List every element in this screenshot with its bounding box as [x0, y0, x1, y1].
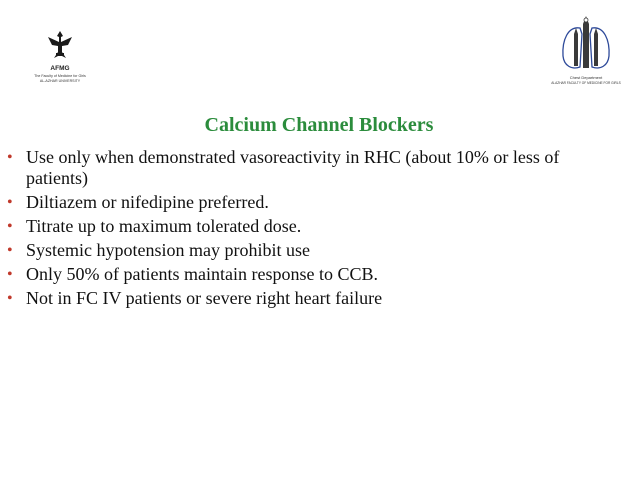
bullet-text: Use only when demonstrated vasoreactivity in RHC (about 10% or less of patients) — [26, 147, 560, 188]
afmg-logo — [20, 28, 100, 90]
chest-department-logo — [546, 14, 626, 90]
bullet-item — [6, 216, 606, 237]
faculty-caption: Al-AZHAR FACULTY OF MEDICINE FOR GIRLS — [551, 81, 621, 85]
bullet-item — [6, 147, 606, 189]
bullet-list — [6, 147, 606, 312]
chest-department-caption: Chest Department — [569, 75, 603, 80]
bullet-item — [6, 192, 606, 213]
bullet-text: Titrate up to maximum tolerated dose. — [26, 216, 302, 236]
bullet-dot-icon: • — [7, 242, 13, 259]
bullet-text: Diltiazem or nifedipine preferred. — [26, 192, 269, 212]
bullet-item — [6, 240, 606, 261]
bullet-dot-icon: • — [7, 149, 13, 166]
lungs-minaret-logo-icon — [546, 14, 626, 74]
afmg-faculty-line: The Faculty of Medicine for Girls — [34, 74, 86, 78]
bullet-item — [6, 264, 606, 285]
bullet-text: Not in FC IV patients or severe right heart failure — [26, 288, 383, 308]
afmg-university-line: AL-AZHAR UNIVERSITY — [39, 79, 81, 83]
slide-title: Calcium Channel Blockers — [204, 114, 434, 136]
bullet-item — [6, 288, 606, 309]
bullet-text: Systemic hypotension may prohibit use — [26, 240, 310, 260]
eagle-logo-icon — [42, 28, 78, 64]
bullet-text: Only 50% of patients maintain response to CCB. — [26, 264, 378, 284]
afmg-brand: AFMG — [50, 65, 70, 72]
bullet-dot-icon: • — [7, 194, 13, 211]
bullet-dot-icon: • — [7, 290, 13, 307]
bullet-dot-icon: • — [7, 266, 13, 283]
bullet-dot-icon: • — [7, 218, 13, 235]
